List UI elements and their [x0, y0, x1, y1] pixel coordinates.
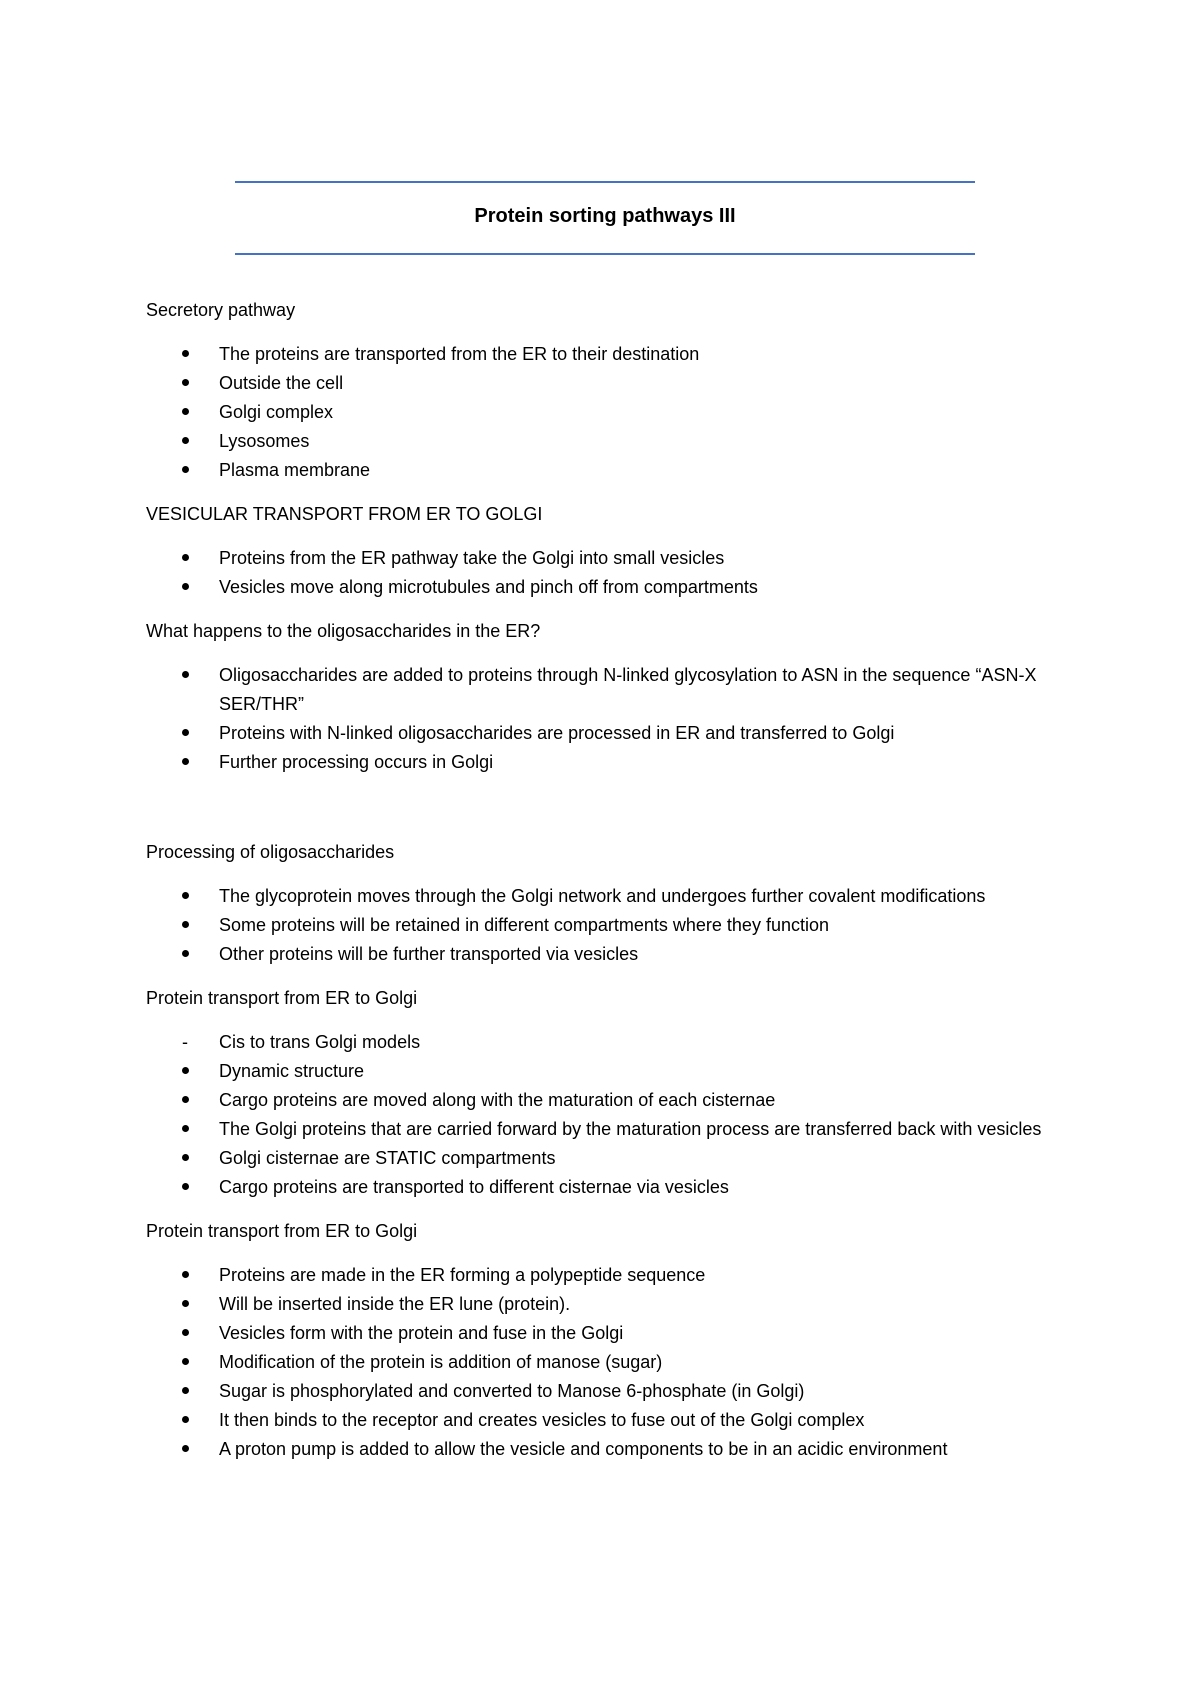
list-item: [146, 1115, 1086, 1144]
bullet-icon: [182, 748, 202, 777]
bullet-list: [146, 882, 1086, 969]
section-heading: Processing of oligosaccharides: [146, 842, 395, 862]
bullet-icon: [182, 1057, 202, 1086]
list-item: [146, 544, 1086, 573]
list-item-text: Oligosaccharides are added to proteins through N-linked glycosylation to ASN in the sequence “ASN-X SER/THR”: [219, 665, 1037, 714]
list-item: [146, 1261, 1086, 1290]
list-item-text: Proteins are made in the ER forming a polypeptide sequence: [219, 1265, 706, 1285]
list-item: [146, 456, 1086, 485]
bullet-list: [146, 1261, 1086, 1464]
list-item-text: Dynamic structure: [219, 1061, 365, 1081]
list-item-text: Cargo proteins are moved along with the maturation of each cisternae: [219, 1090, 776, 1110]
title-rule-top: [235, 181, 975, 183]
list-item: [146, 398, 1086, 427]
list-item: [146, 369, 1086, 398]
list-item-text: The glycoprotein moves through the Golgi network and undergoes further covalent modifications: [219, 886, 986, 906]
list-item: [146, 1144, 1086, 1173]
list-item-text: Proteins with N-linked oligosaccharides are processed in ER and transferred to Golgi: [219, 723, 895, 743]
dash-icon: -: [182, 1032, 188, 1052]
bullet-icon: [182, 544, 202, 573]
document-body: [146, 296, 1086, 1479]
bullet-icon: [182, 1261, 202, 1290]
list-item-text: Some proteins will be retained in different compartments where they function: [219, 915, 829, 935]
title-rule-bottom: [235, 253, 975, 255]
bullet-icon: [182, 456, 202, 485]
list-item-text: Other proteins will be further transported via vesicles: [219, 944, 639, 964]
section-heading: What happens to the oligosaccharides in the ER?: [146, 621, 541, 641]
bullet-icon: [182, 427, 202, 456]
list-item-text: Lysosomes: [219, 431, 310, 451]
list-item-text: Further processing occurs in Golgi: [219, 752, 494, 772]
list-item: [146, 940, 1086, 969]
list-item: [146, 1348, 1086, 1377]
list-item-text: The Golgi proteins that are carried forward by the maturation process are transferred back with vesicles: [219, 1119, 1042, 1139]
list-item: [146, 1319, 1086, 1348]
list-item: [146, 1057, 1086, 1086]
page-title: Protein sorting pathways III: [474, 205, 736, 227]
list-item-text: Vesicles move along microtubules and pinch off from compartments: [219, 577, 758, 597]
bullet-icon: [182, 1173, 202, 1202]
bullet-icon: [182, 1290, 202, 1319]
bullet-icon: [182, 1115, 202, 1144]
bullet-icon: [182, 1319, 202, 1348]
list-item-text: It then binds to the receptor and creates vesicles to fuse out of the Golgi complex: [219, 1410, 865, 1430]
list-item: [146, 882, 1086, 911]
bullet-icon: [182, 1144, 202, 1173]
bullet-icon: [182, 1406, 202, 1435]
list-item-text: Sugar is phosphorylated and converted to Manose 6-phosphate (in Golgi): [219, 1381, 805, 1401]
section-heading: Protein transport from ER to Golgi: [146, 1221, 418, 1241]
list-item-text: Golgi cisternae are STATIC compartments: [219, 1148, 556, 1168]
bullet-icon: [182, 882, 202, 911]
list-item: [146, 911, 1086, 940]
list-item-text: Cargo proteins are transported to different cisternae via vesicles: [219, 1177, 729, 1197]
list-item-text: A proton pump is added to allow the vesicle and components to be in an acidic environment: [219, 1439, 948, 1459]
section-heading: Protein transport from ER to Golgi: [146, 988, 418, 1008]
list-item: [146, 1086, 1086, 1115]
list-item: [146, 748, 1086, 777]
bullet-icon: [182, 1086, 202, 1115]
list-item: [146, 719, 1086, 748]
bullet-icon: [182, 573, 202, 602]
bullet-icon: [182, 1377, 202, 1406]
list-item-text: Proteins from the ER pathway take the Golgi into small vesicles: [219, 548, 725, 568]
bullet-icon: [182, 398, 202, 427]
bullet-icon: [182, 1348, 202, 1377]
spacer: [146, 792, 1086, 838]
list-item-text: Golgi complex: [219, 402, 334, 422]
bullet-icon: [182, 661, 202, 690]
list-item: [146, 661, 1086, 719]
list-item: [146, 1173, 1086, 1202]
bullet-list: [146, 661, 1086, 777]
bullet-icon: [182, 340, 202, 369]
list-item: [146, 1290, 1086, 1319]
list-item: [146, 427, 1086, 456]
list-item-text: Cis to trans Golgi models: [219, 1032, 421, 1052]
section-heading: VESICULAR TRANSPORT FROM ER TO GOLGI: [146, 504, 543, 524]
bullet-icon: [182, 1435, 202, 1464]
list-item: [146, 1435, 1086, 1464]
list-item: [146, 1406, 1086, 1435]
list-item: [146, 573, 1086, 602]
list-item-text: Vesicles form with the protein and fuse in the Golgi: [219, 1323, 624, 1343]
bullet-icon: [182, 369, 202, 398]
list-item-text: Will be inserted inside the ER lune (protein).: [219, 1294, 571, 1314]
list-item-text: Outside the cell: [219, 373, 344, 393]
bullet-list: [146, 340, 1086, 485]
bullet-icon: [182, 940, 202, 969]
bullet-list: [146, 1028, 1086, 1202]
list-item-text: The proteins are transported from the ER to their destination: [219, 344, 700, 364]
list-item-text: Modification of the protein is addition of manose (sugar): [219, 1352, 663, 1372]
list-item: [146, 1028, 1086, 1057]
bullet-list: [146, 544, 1086, 602]
list-item: [146, 1377, 1086, 1406]
bullet-icon: [182, 719, 202, 748]
bullet-icon: [182, 911, 202, 940]
list-item-text: Plasma membrane: [219, 460, 371, 480]
list-item: [146, 340, 1086, 369]
section-heading: Secretory pathway: [146, 300, 296, 320]
